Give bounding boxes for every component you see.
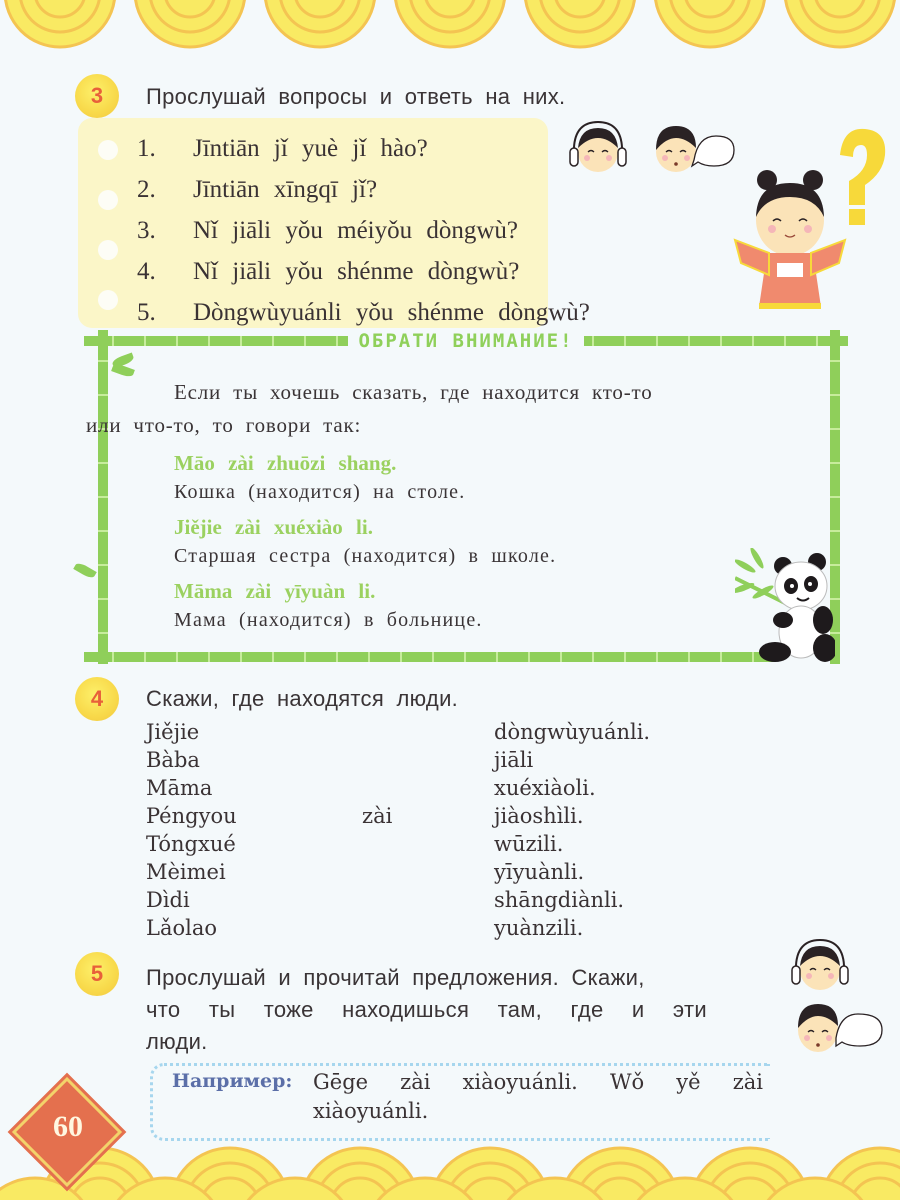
question-item: 1. Jīntiān jǐ yuè jǐ hào? bbox=[137, 134, 428, 162]
place-item: xuéxiàoli. bbox=[494, 776, 596, 800]
place-item: wūzili. bbox=[494, 832, 564, 856]
place-item: jiàoshìli. bbox=[494, 804, 584, 828]
example-translation: Кошка (находится) на столе. bbox=[174, 481, 466, 503]
exercise-4-verb: zài bbox=[362, 804, 393, 828]
example-pinyin: Māma zài yīyuàn li. bbox=[174, 579, 376, 603]
question-item: 5. Dòngwùyuánli yǒu shénme dòngwù? bbox=[137, 298, 590, 326]
page-number: 60 bbox=[53, 1110, 83, 1143]
subject-item: Bàba bbox=[146, 748, 200, 772]
question-item: 4. Nǐ jiāli yǒu shénme dòngwù? bbox=[137, 257, 520, 285]
subject-item: Lǎolao bbox=[146, 916, 217, 940]
listen-headphones-icon bbox=[568, 118, 748, 178]
place-item: jiāli bbox=[494, 748, 534, 772]
bamboo-leaf-icon bbox=[111, 363, 135, 379]
card-hole bbox=[98, 290, 118, 310]
card-hole bbox=[98, 140, 118, 160]
subject-item: Dìdi bbox=[146, 888, 190, 912]
bamboo-leaf-icon bbox=[73, 561, 97, 580]
subject-item: Péngyou bbox=[146, 804, 237, 828]
exercise-3-questions bbox=[137, 128, 590, 333]
bamboo-border-left bbox=[98, 330, 108, 664]
notice-intro: Если ты хочешь сказать, где находится кто-то или что-то, то говори так: bbox=[86, 380, 653, 437]
card-hole bbox=[98, 190, 118, 210]
example-label: Например: bbox=[172, 1070, 293, 1092]
exercise-4-places bbox=[494, 718, 650, 942]
top-scallop-border bbox=[0, 0, 900, 52]
bottom-scallop-border bbox=[0, 1108, 900, 1200]
exercise-4-instruction: Скажи, где находятся люди. bbox=[146, 686, 459, 711]
example-translation: Старшая сестра (находится) в школе. bbox=[174, 545, 557, 567]
girl-question-illustration bbox=[725, 125, 900, 320]
exercise-3-badge: 3 bbox=[75, 74, 119, 118]
example-pinyin: Māo zài zhuōzi shang. bbox=[174, 451, 397, 475]
place-item: dòngwùyuánli. bbox=[494, 720, 651, 744]
listen-speak-icons bbox=[790, 938, 890, 1058]
exercise-3-instruction: Прослушай вопросы и ответь на них. bbox=[146, 84, 566, 109]
question-item: 2. Jīntiān xīngqī jǐ? bbox=[137, 175, 378, 203]
place-item: yīyuànli. bbox=[494, 860, 585, 884]
exercise-5-badge: 5 bbox=[75, 952, 119, 996]
subject-item: Jiějie bbox=[146, 720, 200, 744]
speak-bubble-icon bbox=[798, 1004, 882, 1052]
subject-item: Māma bbox=[146, 776, 213, 800]
question-item: 3. Nǐ jiāli yǒu méiyǒu dòngwù? bbox=[137, 216, 519, 244]
example-translation: Мама (находится) в больнице. bbox=[174, 609, 483, 631]
subject-item: Mèimei bbox=[146, 860, 226, 884]
exercise-5-instruction: Прослушай и прочитай предложения. Скажи, что ты тоже находишься там, где и эти люди. bbox=[146, 965, 707, 1054]
exercise-4-subjects bbox=[146, 718, 237, 942]
listen-headphones-icon bbox=[792, 940, 848, 990]
subject-item: Tóngxué bbox=[146, 832, 236, 856]
example-pinyin: Jiějie zài xuéxiào li. bbox=[174, 515, 373, 539]
example-text: Gēge zài xiàoyuánli. Wǒ yě zài xiàoyuánli. bbox=[313, 1070, 763, 1123]
notice-box bbox=[84, 330, 848, 662]
exercise-4-badge: 4 bbox=[75, 677, 119, 721]
card-hole bbox=[98, 240, 118, 260]
panda-illustration bbox=[735, 548, 835, 666]
place-item: shāngdiànli. bbox=[494, 888, 625, 912]
bamboo-border-bottom bbox=[84, 652, 774, 662]
notice-title: ОБРАТИ ВНИМАНИЕ! bbox=[84, 330, 848, 352]
place-item: yuànzili. bbox=[494, 916, 584, 940]
